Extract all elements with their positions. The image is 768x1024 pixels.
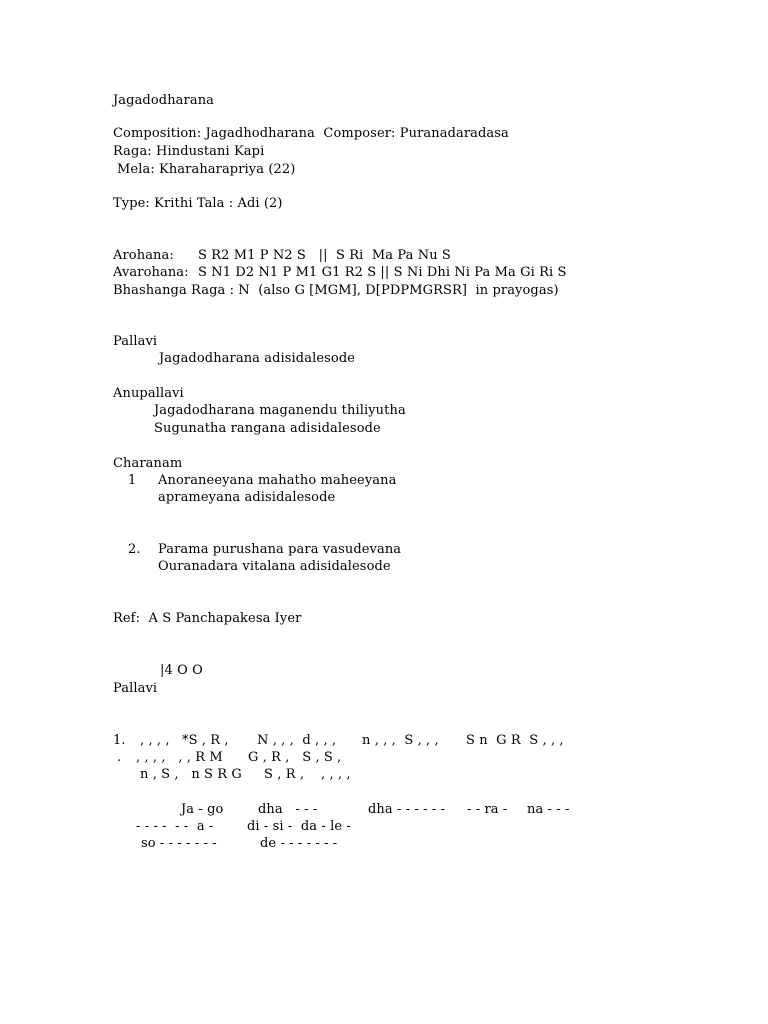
charanam-line: aprameyana adisidalesode (158, 490, 336, 505)
arohana-value: S R2 M1 P N2 S || S Ri Ma Pa Nu S (198, 248, 451, 263)
arohana-label: Arohana: (113, 248, 174, 263)
charanam-stanza-number: 2. (128, 542, 141, 557)
charanam-stanza-number: 1 (128, 473, 137, 488)
swara-group: *S , R , (182, 733, 229, 748)
notation-section-heading: Pallavi (113, 681, 158, 696)
sahitya-group: - - ra - (467, 802, 508, 817)
mela-line: Mela: Kharaharapriya (22) (117, 162, 296, 177)
pallavi-heading: Pallavi (113, 334, 158, 349)
swara-group: , , , , , , R M (136, 750, 223, 765)
swara-group: , , , , (140, 733, 170, 748)
notation-number: 1. (113, 733, 126, 748)
composition-line: Composition: Jagadhodharana Composer: Puranadaradasa (113, 126, 509, 141)
type-line: Type: Krithi Tala : Adi (2) (113, 196, 283, 211)
swara-group: n , , , S , , , (362, 733, 439, 748)
charanam-heading: Charanam (113, 456, 183, 471)
sahitya-group: Ja - go (181, 802, 224, 817)
sahitya-group: dha - - - - - - (368, 802, 446, 817)
swara-group: . (117, 750, 122, 765)
sahitya-group: na - - - (527, 802, 570, 817)
anupallavi-line: Sugunatha rangana adisidalesode (154, 421, 381, 436)
sahitya-group: - - - - - - a - (136, 819, 214, 834)
raga-line: Raga: Hindustani Kapi (113, 144, 265, 159)
sahitya-group: so - - - - - - - (141, 836, 217, 851)
bhashanga-line: Bhashanga Raga : N (also G [MGM], D[PDPMGRSR] in prayogas) (113, 283, 559, 298)
document-title: Jagadodharana (113, 93, 215, 108)
avarohana-value: S N1 D2 N1 P M1 G1 R2 S || S Ni Dhi Ni Pa Ma Gi Ri S (198, 265, 567, 280)
pallavi-line: Jagadodharana adisidalesode (159, 351, 356, 366)
reference-line: Ref: A S Panchapakesa Iyer (113, 611, 302, 626)
swara-group: G , R , S , S , (248, 750, 342, 765)
swara-group: n , S , n S R G (140, 767, 242, 782)
sahitya-group: di - si - da - le - (247, 819, 351, 834)
avarohana-label: Avarohana: (113, 265, 189, 280)
sahitya-group: de - - - - - - - (260, 836, 338, 851)
anupallavi-line: Jagadodharana maganendu thiliyutha (154, 403, 406, 418)
swara-group: S , R , , , , , (264, 767, 351, 782)
tala-marker: |4 O O (160, 663, 203, 678)
charanam-line: Parama purushana para vasudevana (158, 542, 402, 557)
sahitya-group: dha - - - (258, 802, 318, 817)
swara-group: N , , , d , , , (257, 733, 337, 748)
charanam-line: Ouranadara vitalana adisidalesode (158, 559, 391, 574)
charanam-line: Anoraneeyana mahatho maheeyana (158, 473, 397, 488)
swara-group: S n G R S , , , (466, 733, 564, 748)
anupallavi-heading: Anupallavi (113, 386, 184, 401)
